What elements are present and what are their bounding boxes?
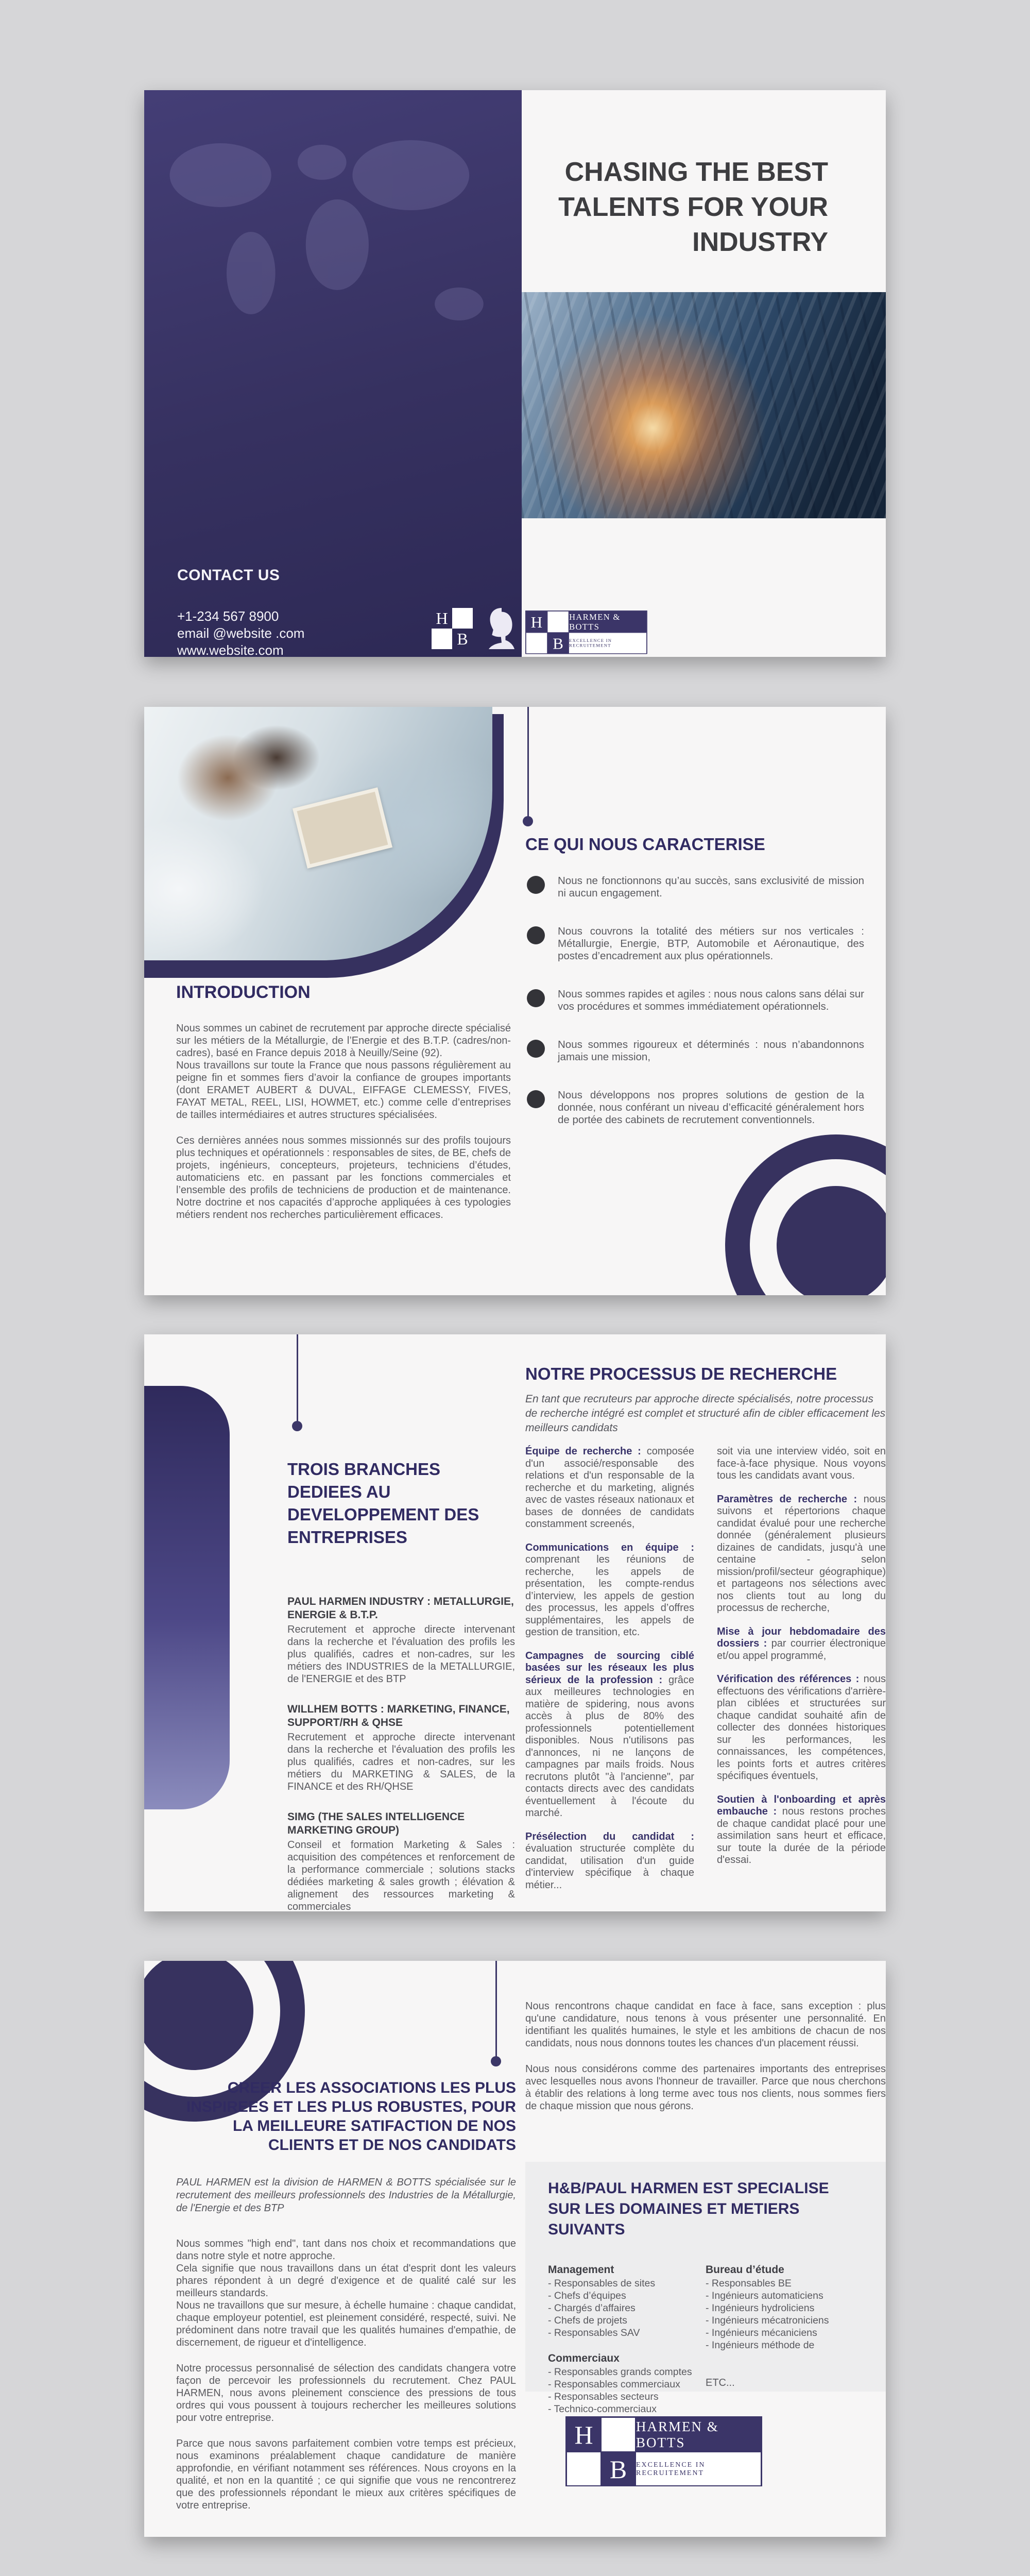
corner-rings-graphic	[725, 1134, 886, 1295]
logo-tile	[601, 2417, 636, 2452]
process-entry-title: Présélection du candidat :	[525, 1831, 694, 1842]
process-entry-title: Soutien à l'onboarding et après embauche :	[717, 1793, 886, 1817]
caracterise-section	[525, 835, 866, 1152]
bullet-circle-icon	[527, 1090, 545, 1108]
bullet-item	[525, 925, 866, 962]
bullet-text: Nous sommes rapides et agiles : nous nous calons sans délai sur vos procédures et sommes immédiatement opérationnels.	[558, 988, 864, 1012]
bullet-item	[525, 1089, 866, 1126]
contact-heading: CONTACT US	[177, 567, 280, 584]
commerciaux-list	[548, 2366, 706, 2415]
logo-name-band: HARMEN & BOTTS	[636, 2417, 761, 2452]
process-entry-title: Vérification des références :	[717, 1673, 860, 1685]
introduction-paragraph: Nous travaillons sur toute la France que nous passons régulièrement au peigne fin et sommes fiers d’avoir la confiance de groupes importants (dont ERAMET AUBERT & DUVAL, EIFFAGE CLEMESSY, FIVES, FAYAT METAL, REEL, LISI, HOWMET, etc.) comme celle d’entreprises de tailles intermédiaires et autres structures spécialisées.	[176, 1060, 511, 1121]
divider-line	[297, 1334, 298, 1423]
intro-page	[144, 707, 886, 1295]
process-entry	[717, 1626, 886, 1663]
skyscraper-photo	[522, 292, 886, 518]
logo-tile-h: H	[566, 2417, 601, 2452]
logo-tile	[452, 608, 473, 629]
process-entry-body: nous effectuons des vérifications d'arrière-plan ciblées et structurées sur chaque candidat souhaité afin de collecter des données historiques sur les performances, les connaissances, les compétences, les points forts et autres critères spécifiques éventuels,	[717, 1673, 886, 1782]
branch-body: Recrutement et approche directe intervenant dans la recherche et l'évaluation des profils les plus qualifiés, cadres et non-cadres, sur les métiers des INDUSTRIES de la METALLURGIE, de l'ENERGIE et des BTP	[287, 1624, 515, 1685]
process-entry	[717, 1494, 886, 1615]
associations-heading: CREER LES ASSOCIATIONS LES PLUS INSPIREES ET LES PLUS ROBUSTES, POUR LA MEILLEURE SATIFACTION DE NOS CLIENTS ET DE NOS CANDIDATS	[186, 2079, 516, 2154]
process-entry-body: nous suivons et répertorions chaque candidat évalué pour une recherche donnée (généralement plusieurs dizaines de candidats, jusqu'à une centaine - selon mission/profil/secteur géographique) et partageons nos sélections avec nos clients tout au long du processus de recherche,	[717, 1493, 886, 1614]
process-entry-title: Communications en équipe :	[525, 1541, 694, 1553]
bullet-circle-icon	[527, 989, 545, 1007]
branches-section	[287, 1458, 515, 1911]
cover-navy-panel	[144, 90, 522, 657]
specialties-heading: H&B/PAUL HARMEN EST SPECIALISE SUR LES DOMAINES ET METIERS SUIVANTS	[548, 2180, 829, 2238]
branch-body: Conseil et formation Marketing & Sales : acquisition des compétences et renforcement de la performance commerciale ; solutions stacks dédiées marketing & sales growth ; élévation & alignement des ressources marketing & commerciales	[287, 1839, 515, 1911]
values-paragraph: Parce que nous savons parfaitement combien votre temps est précieux, nous examinons préalablement chaque candidature de manière approfondie, en vérifiant notamment ses références. Nous croyons en la qualité, et non en la quantité ; ce qui signifie que vous ne rencontrerez que des professionnels répondant le mieux aux critères spécifiques de votre entreprise.	[176, 2438, 516, 2511]
bullet-item	[525, 875, 866, 900]
branch-title: WILLHEM BOTTS : MARKETING, FINANCE, SUPPORT/RH & QHSE	[287, 1703, 510, 1728]
process-entry	[717, 1446, 886, 1482]
branch-title: SIMG (THE SALES INTELLIGENCE MARKETING GROUP)	[287, 1811, 465, 1836]
introduction-section	[176, 982, 511, 1221]
gradient-side-bar	[144, 1386, 230, 1809]
process-entry-title: Mise à jour hebdomadaire des dossiers :	[717, 1625, 886, 1649]
list-item: - Chefs de projets	[548, 2315, 627, 2326]
list-item: - Technico-commerciaux	[548, 2403, 657, 2415]
process-page	[144, 1334, 886, 1911]
process-heading: NOTRE PROCESSUS DE RECHERCHE	[525, 1364, 837, 1383]
values-paragraph: Cela signifie que nous travaillons dans un état d'esprit dont les valeurs phares répondent à un degré d'exigence et de qualité calé sur les meilleurs standards.	[176, 2263, 516, 2299]
list-item: - Ingénieurs hydroliciens	[706, 2302, 815, 2314]
bullet-text: Nous couvrons la totalité des métiers sur nos verticales : Métallurgie, Energie, BTP, Automobile et Aéronautique, des postes d’encadrement aux plus opérationnels.	[558, 925, 864, 962]
list-item: - Responsables secteurs	[548, 2391, 659, 2402]
branches-list	[287, 1595, 515, 1911]
logo-tile	[432, 629, 452, 649]
bust-statue-icon	[482, 605, 522, 652]
divider-line	[495, 1961, 497, 2058]
process-entry-title: Paramètres de recherche :	[717, 1493, 857, 1505]
contact-block	[177, 567, 304, 657]
list-item: - Responsables grands comptes	[548, 2366, 692, 2378]
group-title-commerciaux: Commerciaux	[548, 2352, 620, 2364]
list-item: - Responsables SAV	[548, 2327, 640, 2338]
values-paragraph: Notre processus personnalisé de sélection des candidats changera votre façon de percevoir les professionnels du recrutement. Chez PAUL HARMEN, nous avons pleinement conscience des pressions de tous ordres qui vous poussent à toujours rechercher les meilleures solutions pour votre entreprise.	[176, 2363, 516, 2424]
list-item: - Responsables commerciaux	[548, 2379, 680, 2390]
branch-body: Recrutement et approche directe intervenant dans la recherche et l'évaluation des profils les plus qualifiés, cadres et non-cadres, sur les métiers du MARKETING & SALES, de la FINANCE et des RH/QHSE	[287, 1732, 515, 1792]
process-column-1	[525, 1446, 694, 1903]
hb-checker-logo	[432, 608, 473, 649]
process-entry-body: grâce aux meilleures technologies en matière de spidering, nous avons accès à plus de 80% des professionnels potentiellement disponibles. Nous n'utilisons pas d'annonces, ni ne lançons de campagnes par mails froids. Nous recrutons plutôt "à l'ancienne", par contacts directs avec des candidats éventuellement à l'écoute du marché.	[525, 1674, 694, 1819]
bullet-circle-icon	[527, 1040, 545, 1058]
list-item: - Chefs d’équipes	[548, 2290, 626, 2301]
list-item: - Ingénieurs mécatroniciens	[706, 2315, 829, 2326]
process-entry-body: comprenant les réunions de recherche, les appels de présentation, les compte-rendus d’interview, les appels de gestion des processus, les appels d’offres supplémentaires, les appels de gestion de transition, etc.	[525, 1554, 694, 1638]
logo-tile	[566, 2452, 601, 2486]
cover-title: CHASING THE BEST TALENTS FOR YOUR INDUSTRY	[558, 157, 828, 257]
bullet-text: Nous développons nos propres solutions de gestion de la donnée, nous conférant un niveau d’efficacité généralement hors de portée des cabinets de recrutement conventionnels.	[558, 1089, 864, 1126]
branch-item	[287, 1810, 515, 1911]
contact-website: www.website.com	[177, 642, 284, 657]
logo-tile	[526, 633, 547, 654]
harmen-botts-logo	[525, 611, 647, 654]
group-title-bureau: Bureau d’étude	[706, 2264, 784, 2276]
list-item: - Ingénieurs méthode de	[706, 2340, 815, 2351]
divider-dot	[491, 2056, 501, 2066]
caracterise-heading: CE QUI NOUS CARACTERISE	[525, 835, 765, 854]
divider-dot	[292, 1421, 302, 1431]
caracterise-bullet-list	[525, 875, 866, 1126]
etc-label: ETC...	[706, 2377, 735, 2388]
values-page	[144, 1961, 886, 2537]
cover-page	[144, 90, 886, 657]
harmen-botts-logo	[565, 2416, 762, 2486]
division-intro-italic: PAUL HARMEN est la division de HARMEN & BOTTS spécialisée sur le recrutement des meilleurs professionnels des Industries de la Métallurgie, de l'Energie et des BTP	[176, 2177, 516, 2214]
bullet-text: Nous ne fonctionnons qu’au succès, sans exclusivité de mission ni aucun engagement.	[558, 875, 864, 899]
process-entry	[525, 1831, 694, 1892]
process-entry	[525, 1542, 694, 1639]
logo-tile-h: H	[526, 611, 547, 633]
world-map-graphic	[154, 113, 510, 381]
logo-tile-b: B	[601, 2452, 636, 2486]
introduction-paragraph: Ces dernières années nous sommes missionnés sur des profils toujours plus techniques et opérationnels : responsables de sites, de BE, chefs de projets, ingénieurs, concepteurs, projeteurs, techniciens d’études, automaticiens etc. en passant par les fonctions commerciales et l’ensemble des profils de techniciens de production et de maintenance. Notre doctrine et nos capacités d’approche appliquées à ces typologies métiers rendent nos recherches particulièrement efficaces.	[176, 1135, 511, 1221]
candidates-section	[525, 2000, 886, 2112]
candidates-paragraph: Nous nous considérons comme des partenaires importants des entreprises avec lesquelles nous avons l'honneur de travailler. Parce que nous cherchons à établir des relations à long terme avec tous nos clients, nous sommes fiers de chaque mission que nous gérons.	[525, 2063, 886, 2112]
values-paragraph: Nous ne travaillons que sur mesure, à échelle humaine : chaque candidat, chaque employeur potentiel, est pleinement considéré, respecté, suivi. Ne prédominent dans notre travail que les qualités humaines d'empathie, de discernement, de rigueur et d'intelligence.	[176, 2300, 516, 2348]
contact-phone: +1-234 567 8900	[177, 608, 279, 624]
process-entry-body: composée d'un associé/responsable des relations et d'un responsable de la recherche et du marketing, alignés avec de vastes réseaux nationaux et bases de données de candidats constamment screenés,	[525, 1446, 694, 1530]
group-title-management: Management	[548, 2264, 614, 2276]
bullet-item	[525, 1039, 866, 1063]
branch-title: PAUL HARMEN INDUSTRY : METALLURGIE, ENERGIE & B.T.P.	[287, 1596, 514, 1621]
process-entry-body: évaluation structurée complète du candidat, utilisation d'un guide d'interview spécifique à chaque métier...	[525, 1843, 694, 1891]
bullet-circle-icon	[527, 926, 545, 944]
process-section	[525, 1364, 886, 1903]
list-item: - Chargés d’affaires	[548, 2302, 636, 2314]
list-item: - Responsables de sites	[548, 2278, 656, 2289]
process-columns	[525, 1446, 886, 1903]
process-column-2	[717, 1446, 886, 1903]
branch-item	[287, 1703, 515, 1793]
divider-line	[527, 707, 529, 818]
clipboard-graphic	[293, 787, 392, 869]
process-entry-body: par courrier électronique et/ou appel programmé,	[717, 1638, 886, 1662]
specialties-column-right	[706, 2264, 863, 2415]
management-list	[548, 2277, 706, 2339]
process-entry	[525, 1650, 694, 1820]
specialties-columns	[548, 2264, 863, 2415]
associations-section	[176, 2078, 516, 2512]
branch-item	[287, 1595, 515, 1685]
logo-letter-h: H	[436, 608, 448, 628]
process-entry-body: soit via une interview vidéo, soit en face-à-face physique. Nous voyons tous les candidats avant vous.	[717, 1446, 886, 1481]
bullet-text: Nous sommes rigoureux et déterminés : nous n’abandonnons jamais une mission,	[558, 1039, 864, 1063]
logo-tile	[547, 611, 569, 633]
process-entry-title: Campagnes de sourcing ciblé basées sur les réseaux les plus sérieux de la profession :	[525, 1650, 694, 1686]
logo-tile-b: B	[547, 633, 569, 654]
process-entry	[525, 1446, 694, 1531]
logo-name-band: HARMEN & BOTTS	[569, 611, 646, 633]
process-intro: En tant que recruteurs par approche directe spécialisés, notre processus de recherche intégré est complet et structuré afin de cibler efficacement les meilleurs candidats	[525, 1393, 886, 1434]
contact-email: email @website .com	[177, 625, 305, 641]
bullet-circle-icon	[527, 876, 545, 894]
values-paragraph: Nous sommes "high end", tant dans nos choix et recommandations que dans notre style et notre approche.	[176, 2238, 516, 2262]
logo-tagline-band: EXCELLENCE IN RECRUITEMENT	[569, 633, 646, 654]
logo-tagline-band: EXCELLENCE IN RECRUITEMENT	[636, 2452, 761, 2486]
introduction-heading: INTRODUCTION	[176, 982, 311, 1002]
bureau-list	[706, 2277, 863, 2351]
process-entry	[717, 1794, 886, 1867]
divider-dot	[523, 816, 533, 826]
list-item: - Ingénieurs automaticiens	[706, 2290, 823, 2301]
specialties-column-left	[548, 2264, 706, 2415]
list-item: - Ingénieurs mécaniciens	[706, 2327, 817, 2338]
specialties-box	[525, 2162, 886, 2415]
candidates-paragraph: Nous rencontrons chaque candidat en face à face, sans exception : plus qu'une candidature, nous tenons à vous présenter une personnalité. En identifiant les qualités humaines, le style et les ambitions de chacun de nos candidats, nous nous donnons toutes les chances d'un placement réussi.	[525, 2001, 886, 2049]
process-entry-body: nous restons proches de chaque candidat placé pour une assimilation sans heurt et efficace, sur toute la durée de la période d'essai.	[717, 1806, 886, 1866]
process-entry	[717, 1673, 886, 1783]
bullet-item	[525, 988, 866, 1013]
list-item: - Responsables BE	[706, 2278, 792, 2289]
branches-heading: TROIS BRANCHES DEDIEES AU DEVELOPPEMENT DES ENTREPRISES	[287, 1460, 479, 1547]
introduction-paragraph: Nous sommes un cabinet de recrutement par approche directe spécialisé sur les métiers de la Métallurgie, de l’Energie et des B.T.P. (cadres/non-cadres), basé en France depuis 2018 à Neuilly/Seine (92).	[176, 1023, 511, 1059]
logo-letter-b: B	[457, 629, 468, 648]
process-entry-title: Équipe de recherche :	[525, 1446, 641, 1457]
